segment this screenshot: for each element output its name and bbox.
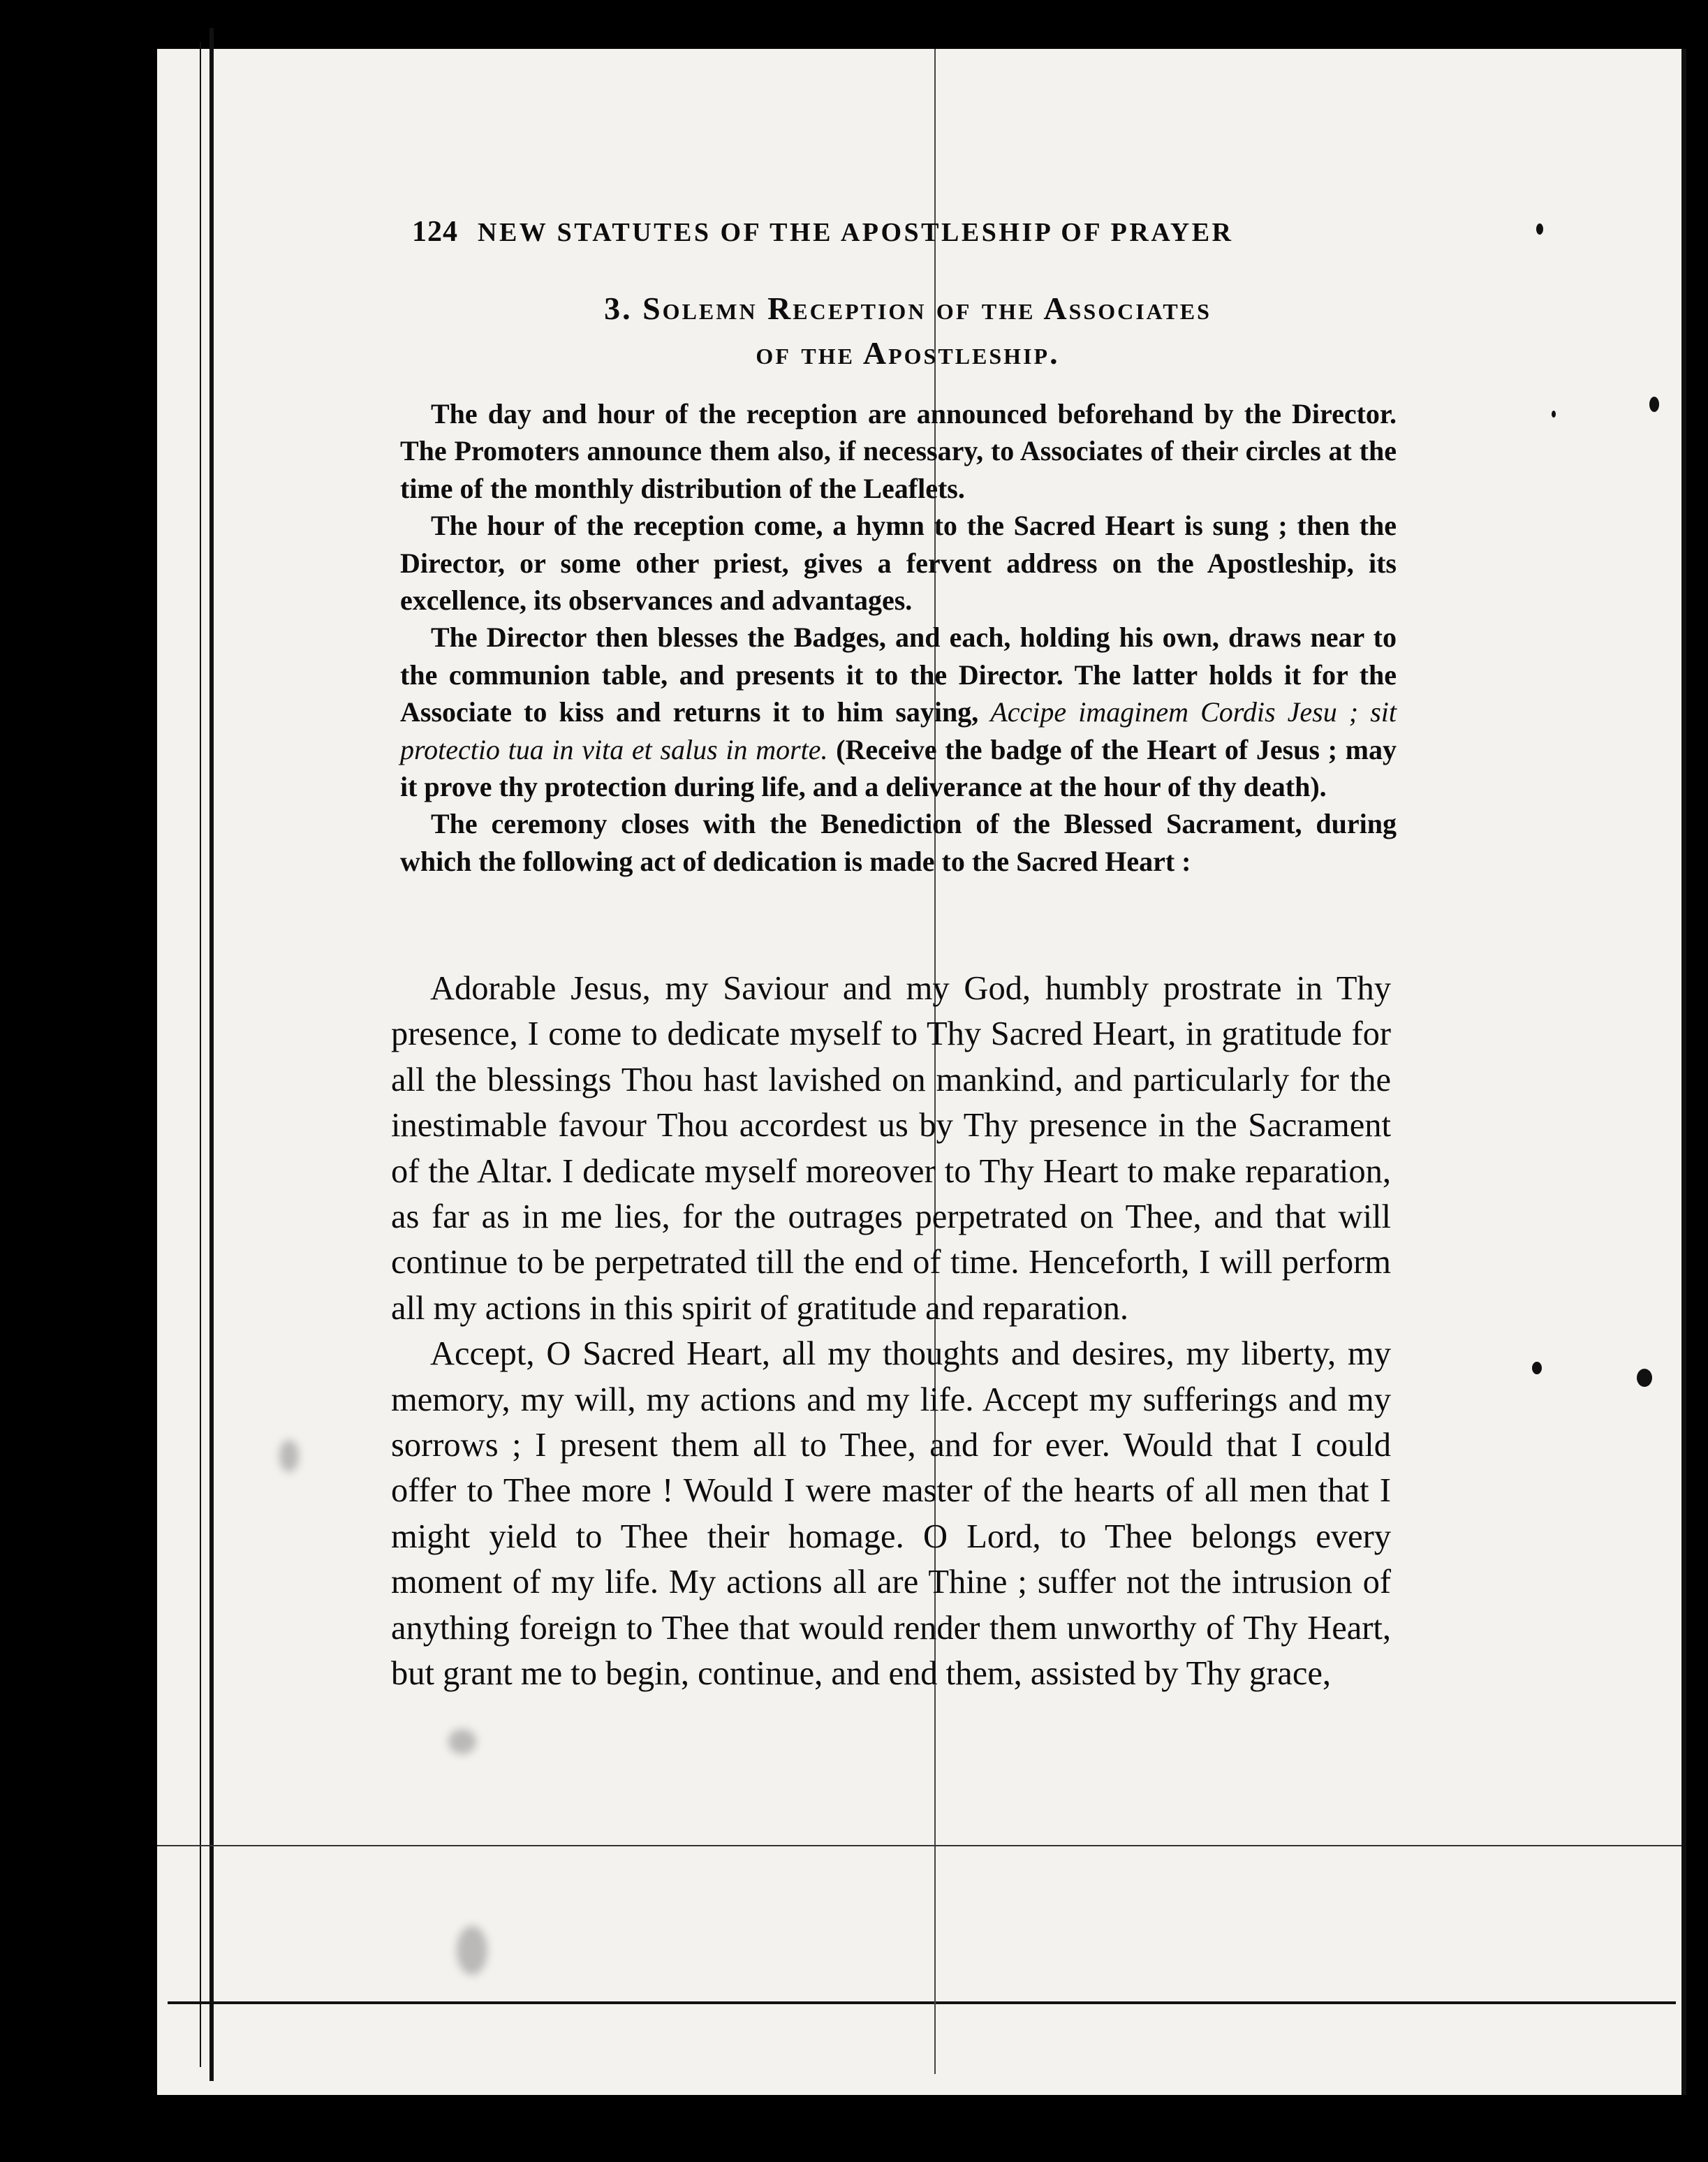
speck-mark xyxy=(1532,1362,1542,1374)
instruction-text: The Director then blesses the Badges, and each, holding his own, draws near to the communion table, and presents it to the Director. The latter holds it for the Associate to kiss and returns it to him saying, xyxy=(400,622,1397,728)
left-page-border-inner xyxy=(200,42,201,2067)
instruction-text: The hour of the reception come, a hymn to the Sacred Heart is sung ; then the Director, or some other priest, gives a fervent address on the Apostleship, its excellence, its observances and advantages. xyxy=(400,510,1397,617)
running-header xyxy=(412,215,1362,249)
smudge-mark xyxy=(457,1926,487,1975)
instruction-paragraph: The day and hour of the reception are announced beforehand by the Director. The Promoters announce them also, if necessary, to Associates of their circles at the time of the monthly distribution of the Leaflets. xyxy=(400,398,1397,504)
smudge-mark xyxy=(448,1729,476,1754)
section-title xyxy=(391,286,1424,376)
instructions-block xyxy=(400,395,1397,880)
speck-mark xyxy=(1536,223,1543,235)
speck-mark xyxy=(1637,1369,1652,1387)
running-title: NEW STATUTES OF THE APOSTLESHIP OF PRAYER xyxy=(478,218,1234,247)
instruction-paragraph: The ceremony closes with the Benediction of the Blessed Sacrament, during which the following act of dedication is made to the Sacred Heart : xyxy=(400,808,1397,877)
speck-mark xyxy=(1649,397,1659,412)
horizontal-fold-line xyxy=(157,1845,1686,1846)
section-title-line-1: 3. Solemn Reception of the Associates xyxy=(604,291,1212,326)
instruction-paragraph xyxy=(400,507,1397,619)
prayer-paragraph: Adorable Jesus, my Saviour and my God, humbly prostrate in Thy presence, I come to dedicate myself to Thy Sacred Heart, in gratitude for all the blessings Thou hast lavished on mankind, and particularly for the inestimable favour Thou accordest us by Thy presence in the Sacrament of the Altar. I dedicate myself moreover to Thy Heart to make reparation, as far as in me lies, for the outrages perpetrated on Thee, and that will continue to be perpetrated till the end of time. Henceforth, I will perform all my actions in this spirit of gratitude and reparation. xyxy=(391,970,1391,1327)
left-page-border xyxy=(209,28,214,2081)
instruction-paragraph xyxy=(400,619,1397,805)
right-page-edge xyxy=(1681,49,1686,2095)
latin-formula: Accipe imaginem Cordis Jesu ; sit protectio tua in vita et salus in morte. xyxy=(400,696,1397,765)
section-title-line-2: of the Apostleship. xyxy=(756,335,1060,371)
prayer-paragraph: Accept, O Sacred Heart, all my thoughts and desires, my liberty, my memory, my will, my actions and my life. Accept my sufferings and my sorrows ; I present them all to Thee, and for ever. Would that I could offer to Thee more ! Would I were master of the hearts of all men that I might yield to Thee their homage. O Lord, to Thee belongs every moment of my life. My actions all are Thine ; suffer not the intrusion of anything foreign to Thee that would render them unworthy of Thy Heart, but grant me to begin, continue, and end them, assisted by Thy grace, xyxy=(391,1335,1391,1693)
page-number: 124 xyxy=(412,216,458,248)
speck-mark xyxy=(1552,411,1556,418)
bottom-page-border xyxy=(168,2001,1676,2004)
dedication-prayer xyxy=(391,966,1391,1697)
smudge-mark xyxy=(279,1440,299,1472)
instruction-text: (Receive the badge of the Heart of Jesus ; may it prove thy protection during life, and a deliverance at the hour of thy death). xyxy=(400,733,1397,803)
